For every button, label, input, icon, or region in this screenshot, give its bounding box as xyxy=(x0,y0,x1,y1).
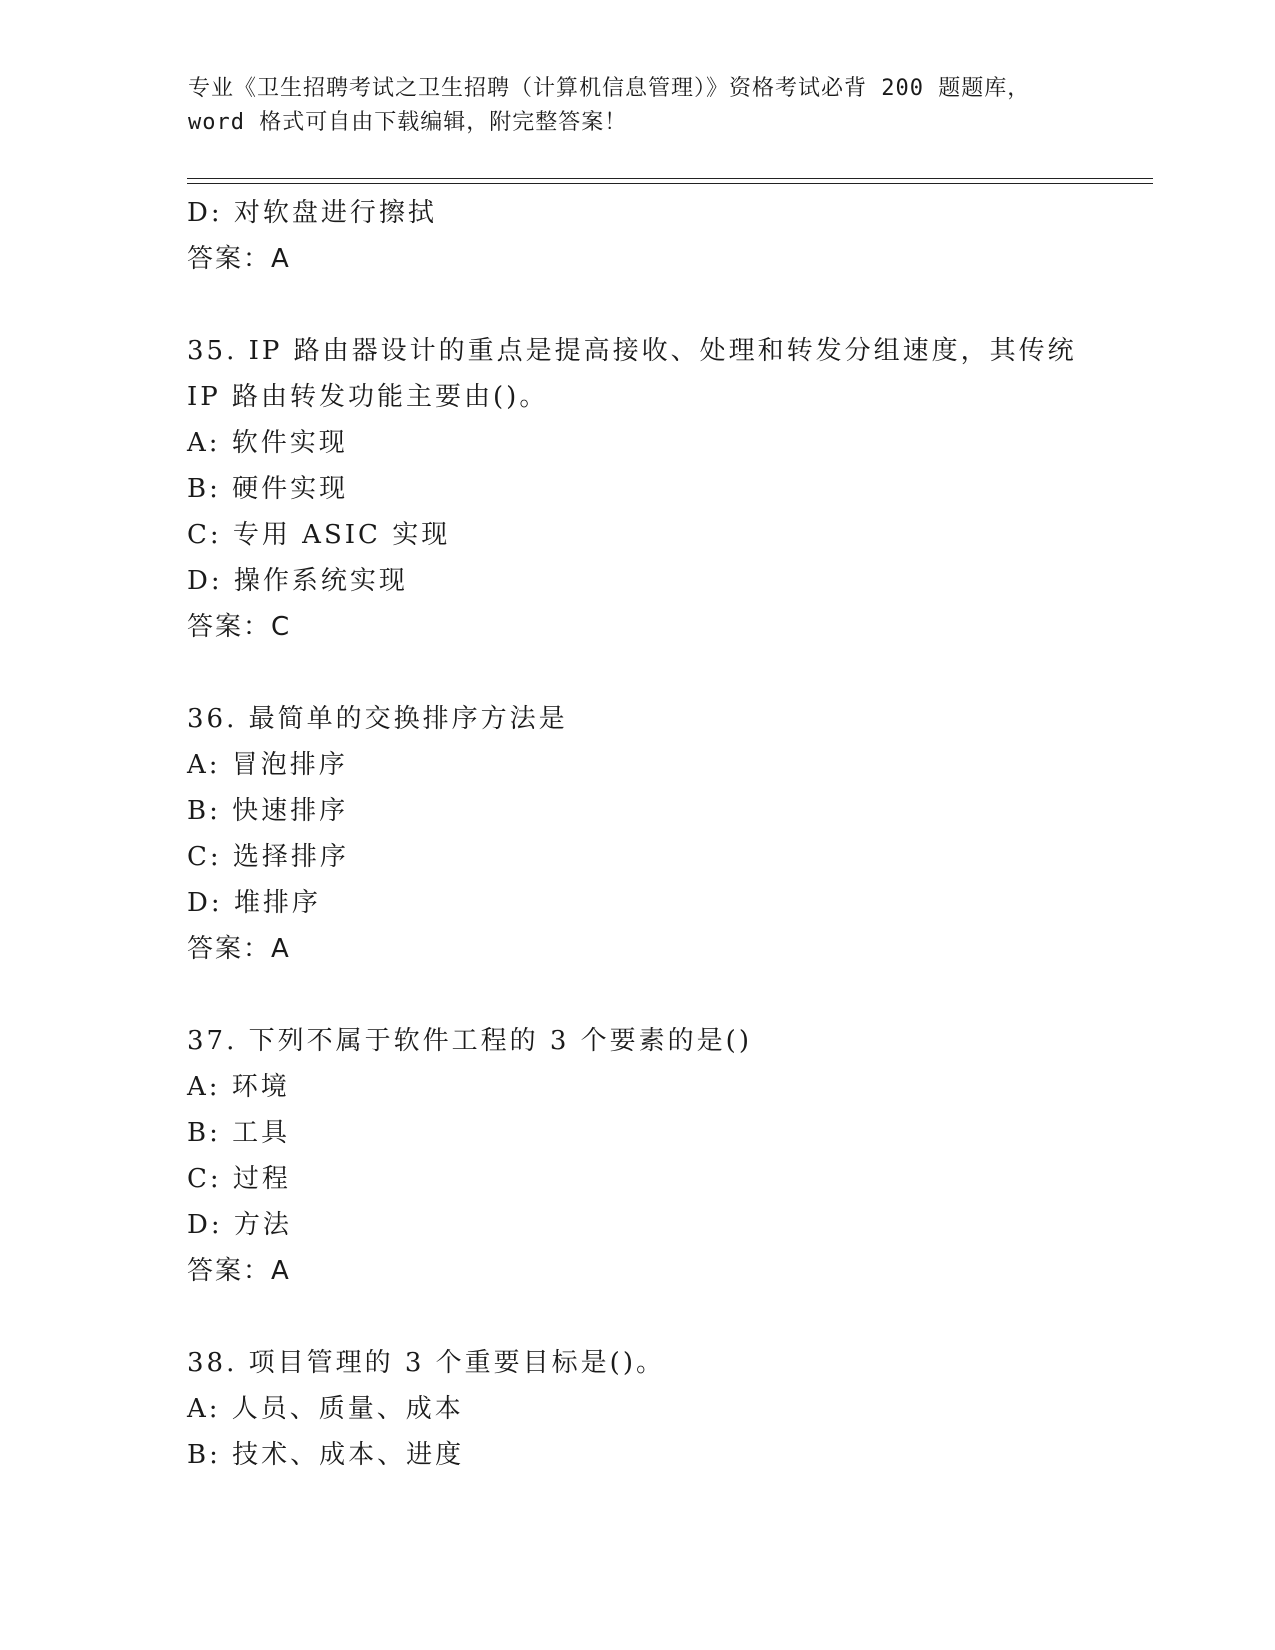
option-d: D: 操作系统实现 xyxy=(187,566,408,596)
option-c: C: 专用 ASIC 实现 xyxy=(187,520,451,550)
header-line-2: word 格式可自由下载编辑，附完整答案！ xyxy=(188,110,628,135)
answer-line: 答案：C xyxy=(187,612,292,642)
header-divider xyxy=(187,178,1153,179)
option-d: D: 对软盘进行擦拭 xyxy=(187,198,437,228)
page-header xyxy=(188,72,1148,140)
option-c: C: 选择排序 xyxy=(187,842,349,872)
option-b: B: 硬件实现 xyxy=(187,474,349,504)
spacer xyxy=(187,1294,1147,1340)
document-body xyxy=(187,190,1147,1478)
spacer xyxy=(187,650,1147,696)
option-c: C: 过程 xyxy=(187,1164,291,1194)
header-divider-second xyxy=(187,183,1153,184)
option-d: D: 堆排序 xyxy=(187,888,321,918)
header-line-1: 专业《卫生招聘考试之卫生招聘（计算机信息管理）》资格考试必背 200 题题库， xyxy=(188,76,1031,101)
option-a: A: 冒泡排序 xyxy=(187,750,348,780)
answer-line: 答案：A xyxy=(187,244,291,274)
option-a: A: 人员、质量、成本 xyxy=(187,1394,464,1424)
question-stem-continued: IP 路由转发功能主要由()。 xyxy=(187,382,549,412)
question-stem: 37. 下列不属于软件工程的 3 个要素的是() xyxy=(187,1026,752,1056)
answer-line: 答案：A xyxy=(187,1256,291,1286)
option-a: A: 环境 xyxy=(187,1072,290,1102)
option-d: D: 方法 xyxy=(187,1210,292,1240)
option-b: B: 技术、成本、进度 xyxy=(187,1440,465,1470)
question-stem: 38. 项目管理的 3 个重要目标是()。 xyxy=(187,1348,665,1378)
option-b: B: 快速排序 xyxy=(187,796,349,826)
option-a: A: 软件实现 xyxy=(187,428,348,458)
spacer xyxy=(187,972,1147,1018)
question-stem: 36. 最简单的交换排序方法是 xyxy=(187,704,568,734)
answer-line: 答案：A xyxy=(187,934,291,964)
spacer xyxy=(187,282,1147,328)
option-b: B: 工具 xyxy=(187,1118,291,1148)
question-stem: 35. IP 路由器设计的重点是提高接收、处理和转发分组速度，其传统 xyxy=(187,336,1077,366)
